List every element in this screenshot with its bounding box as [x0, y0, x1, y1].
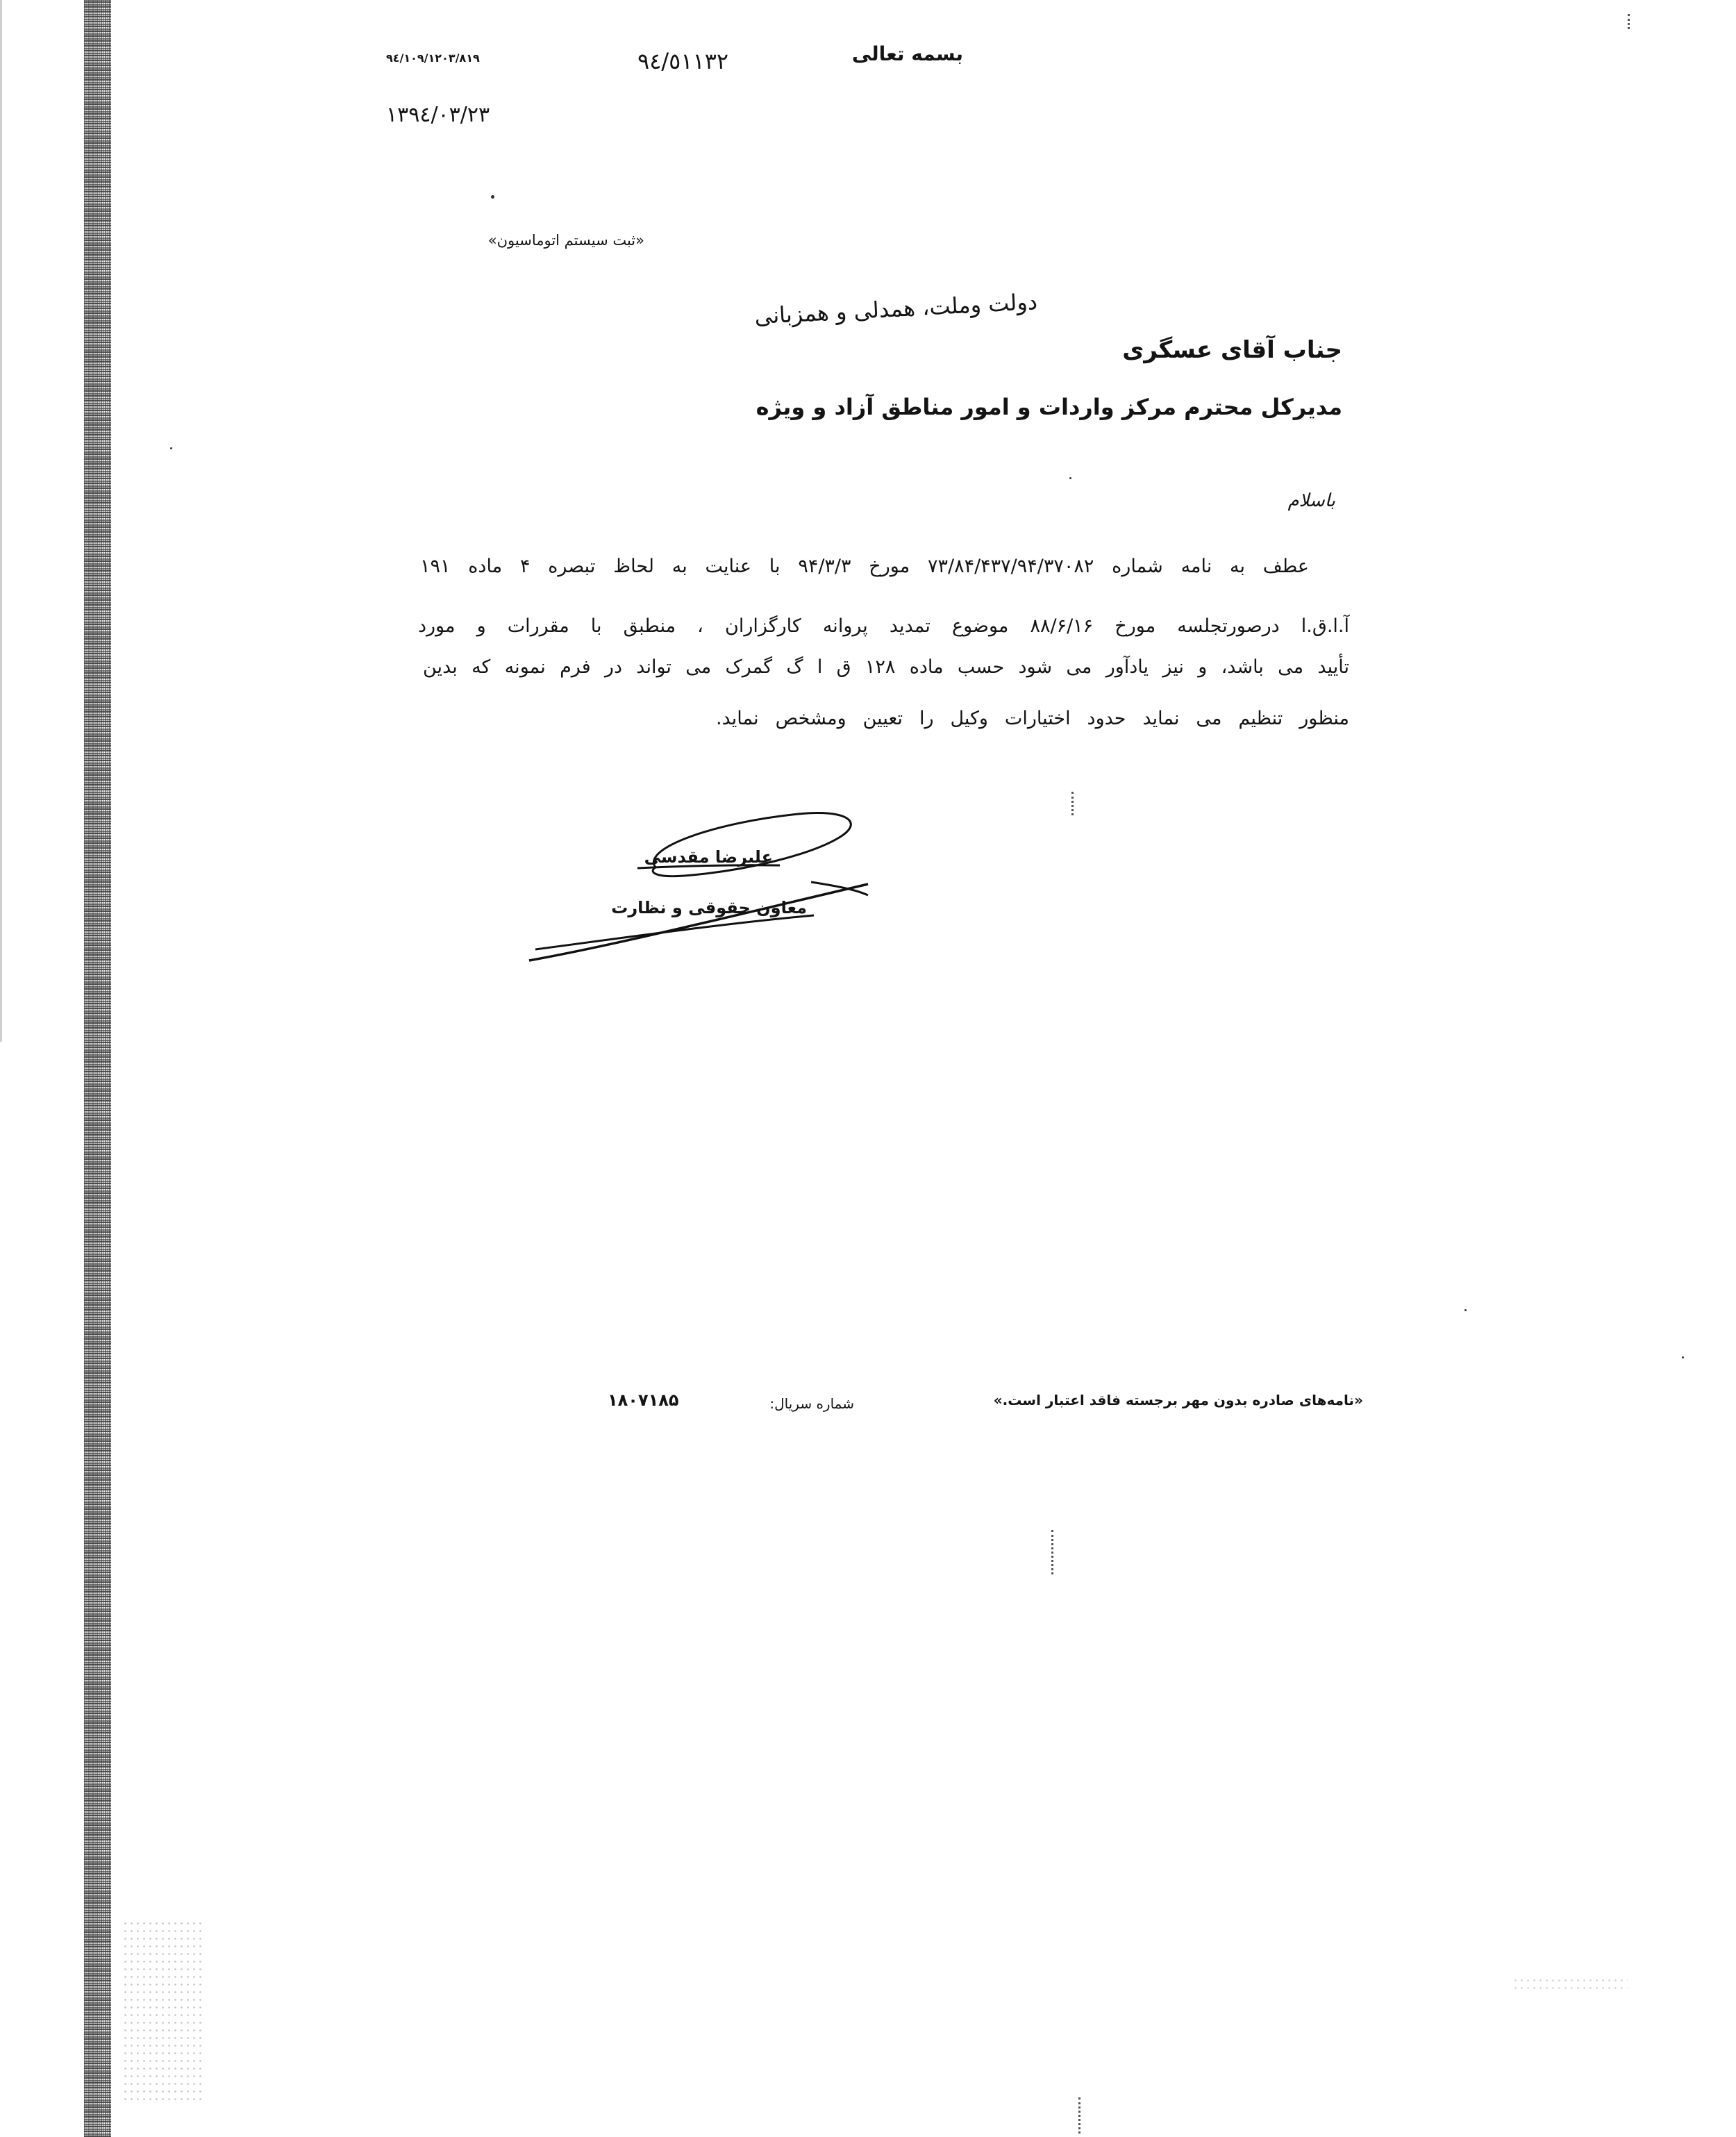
reference-code: ۹٤/١٠٩/١٢٠٣/٨١٩	[386, 51, 480, 65]
registration-note: «ثبت سیستم اتوماسیون»	[487, 232, 644, 249]
signature-scribble	[514, 799, 889, 979]
recipient-name: جناب آقای عسگری	[1122, 336, 1342, 364]
signatory-position: معاون حقوقی و نظارت	[611, 898, 807, 917]
scan-speck	[170, 447, 172, 449]
scan-mark	[1628, 14, 1630, 29]
scan-speck	[491, 195, 494, 199]
letter-number: ۹٤/٥١١٣٢	[637, 48, 729, 74]
body-line: آ.ا.ق.ا درصورتجلسه مورخ ۸۸/۶/۱۶ موضوع تمدید پروانه کارگزاران ، منطبق با مقررات و مورد	[418, 615, 1349, 637]
serial-label: شماره سریال:	[769, 1395, 854, 1412]
body-line: منظور تنظیم می نماید حدود اختیارات وکیل را تعیین ومشخص نماید.	[716, 708, 1349, 729]
recipient-title: مدیرکل محترم مرکز واردات و امور مناطق آزاد و ویژه	[756, 394, 1342, 420]
scan-speck	[1464, 1309, 1467, 1311]
body-line: عطف به نامه شماره ۷۳/۸۴/۴۳۷/۹۴/۳۷۰۸۲ مورخ ۹۴/۳/۳ با عنایت به لحاظ تبصره ۴ ماده ۱۹۱	[420, 556, 1310, 577]
scan-speck	[1682, 1356, 1684, 1358]
scan-noise	[122, 1920, 204, 2102]
footer-notice: «نامه‌های صادره بدون مهر برجسته فاقد اعتبار است.»	[993, 1392, 1363, 1408]
scan-mark	[1051, 1530, 1053, 1574]
scan-mark	[1071, 792, 1074, 815]
basmala-heading: بسمه تعالی	[851, 42, 963, 65]
scan-speck	[1069, 477, 1071, 479]
scan-mark	[1078, 2097, 1080, 2134]
letter-date: ١٣٩٤/٠٣/٢٣	[386, 103, 490, 127]
scan-edge-strip	[84, 0, 111, 2137]
signatory-name: علیرضا مقدسی	[644, 847, 773, 867]
greeting: باسلام	[1287, 490, 1335, 511]
slogan: دولت وملت، همدلی و همزبانی	[753, 288, 1038, 330]
body-line: تأیید می باشد، و نیز یادآور می شود حسب ماده ۱۲۸ ق ا گ گمرک می تواند در فرم نمونه که بدین	[423, 656, 1349, 678]
scan-edge-line	[0, 0, 2, 1042]
serial-number: ۱۸۰۷۱۸۵	[608, 1390, 679, 1410]
scan-noise	[1512, 1977, 1628, 1995]
